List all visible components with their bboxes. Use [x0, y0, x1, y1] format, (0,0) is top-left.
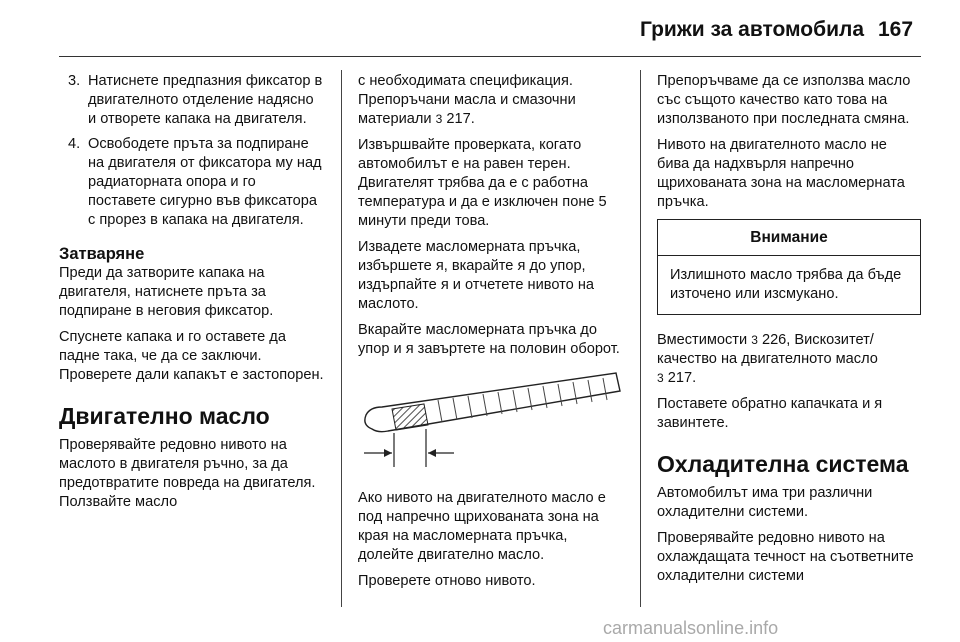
caution-text: Излишното масло трябва да бъде източено или изсмукано.	[670, 267, 902, 302]
column-divider	[341, 70, 342, 607]
list-item	[59, 135, 324, 230]
page-number: 167	[878, 18, 914, 41]
page-reference-link[interactable]: 226, Вискозитет/ качество на двигателното масло	[657, 332, 878, 367]
engine-oil-heading: Двигателно масло	[59, 403, 270, 429]
paragraph: Проверявайте редовно нивото на охлаждащата течност на съответните охладителни системи	[657, 530, 914, 584]
paragraph	[358, 72, 624, 129]
closing-heading: Затваряне	[59, 245, 145, 263]
step-list	[59, 72, 324, 230]
paragraph: Спуснете капака и го оставете да падне така, че да се заключи. Проверете дали капакът е застопорен.	[59, 329, 324, 383]
column-1	[59, 72, 324, 519]
paragraph: Препоръчваме да се използва масло със същото качество като това на използваното при последната смяна.	[657, 73, 911, 127]
page-header-title: Грижи за автомобила	[640, 18, 865, 41]
paragraph: Преди да затворите капака на двигателя, натиснете пръта за подпиране в неговия фиксатор.	[59, 265, 274, 319]
column-2	[358, 72, 624, 598]
step-number: 3.	[68, 73, 81, 89]
paragraph: Автомобилът има три различни охладителни системи.	[657, 485, 873, 520]
page-reference-icon: 3	[435, 112, 443, 126]
dipstick-illustration	[358, 367, 622, 477]
step-number: 4.	[68, 136, 81, 152]
paragraph: Проверявайте редовно нивото на маслото в двигателя ръчно, за да предотвратите повреда на двигателя. Ползвайте масло	[59, 437, 316, 510]
caution-box	[657, 219, 921, 315]
paragraph: Проверете отново нивото.	[358, 573, 536, 589]
page-reference-link[interactable]: 217.	[446, 111, 475, 127]
paragraph: Нивото на двигателното масло не бива да надхвърля напречно щрихованата зона на масломерната пръчка.	[657, 137, 905, 210]
paragraph-text: с необходимата спецификация. Препоръчани масла и смазочни материали	[358, 73, 576, 127]
watermark: carmanualsonline.info	[603, 618, 779, 638]
paragraph: Вкарайте масломерната пръчка до упор и я завъртете на половин оборот.	[358, 322, 620, 357]
page-reference-icon: 3	[657, 371, 664, 385]
paragraph: Извършвайте проверката, когато автомобилът е на равен терен. Двигателят трябва да е с работна температура и да е изключен поне 5 минути преди това.	[358, 137, 607, 229]
paragraph: Поставете обратно капачката и я завинтете.	[657, 396, 883, 431]
cooling-system-heading: Охладителна система	[657, 451, 909, 477]
paragraph: Извадете масломерната пръчка, избършете я, вкарайте я до упор, издърпайте я и отчетете нивото на маслото.	[358, 239, 594, 312]
caution-title: Внимание	[658, 220, 920, 256]
step-text: Натиснете предпазния фиксатор в двигателното отделение надясно и отворете капака на двигателя.	[88, 73, 323, 127]
list-item	[59, 72, 324, 129]
paragraph-text: Вместимости	[657, 332, 748, 348]
column-divider	[640, 70, 641, 607]
paragraph	[657, 331, 921, 388]
header-rule	[59, 56, 921, 57]
page-reference-link[interactable]: 217.	[667, 370, 697, 386]
paragraph: Ако нивото на двигателното масло е под напречно щрихованата зона на края на масломерната пръчка, долейте двигателно масло.	[358, 490, 606, 563]
step-text: Освободете пръта за подпиране на двигателя от фиксатора му над радиаторната опора и го поставете сигурно във фиксатора с прорез в капака на двигателя.	[88, 136, 322, 228]
page-reference-icon: 3	[751, 333, 758, 347]
column-3	[657, 72, 921, 593]
